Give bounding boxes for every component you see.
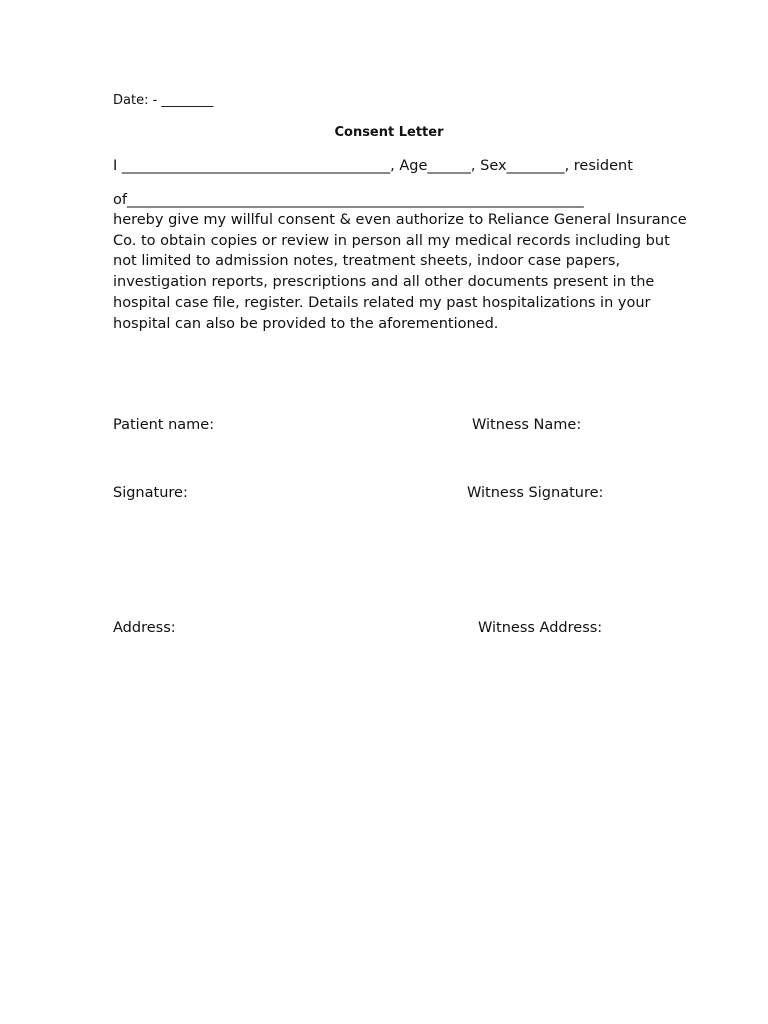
body-line: hereby give my willful consent & even authorize to Reliance General Insurance bbox=[113, 212, 687, 228]
resident-line: of_______________________________________________________________ bbox=[113, 192, 584, 208]
body-line: Co. to obtain copies or review in person all my medical records including but bbox=[113, 232, 670, 249]
body-line: not limited to admission notes, treatment sheets, indoor case papers, bbox=[113, 253, 621, 270]
consent-intro-line: I _____________________________________, Age______, Sex________, resident bbox=[113, 158, 633, 174]
body-line: investigation reports, prescriptions and all other documents present in the bbox=[113, 274, 655, 291]
witness-name-label: Witness Name: bbox=[472, 417, 582, 433]
page-title: Consent Letter bbox=[334, 125, 444, 140]
witness-signature-label: Witness Signature: bbox=[467, 485, 604, 501]
patient-name-label: Patient name: bbox=[113, 417, 215, 433]
signature-label: Signature: bbox=[113, 485, 188, 501]
consent-body bbox=[113, 210, 687, 334]
witness-address-label: Witness Address: bbox=[478, 620, 603, 636]
date-line: Date: - ________ bbox=[113, 93, 214, 108]
body-line: hospital case file, register. Details related my past hospitalizations in your bbox=[113, 294, 651, 311]
address-label: Address: bbox=[113, 620, 176, 636]
body-line: hospital can also be provided to the aforementioned. bbox=[113, 315, 499, 332]
